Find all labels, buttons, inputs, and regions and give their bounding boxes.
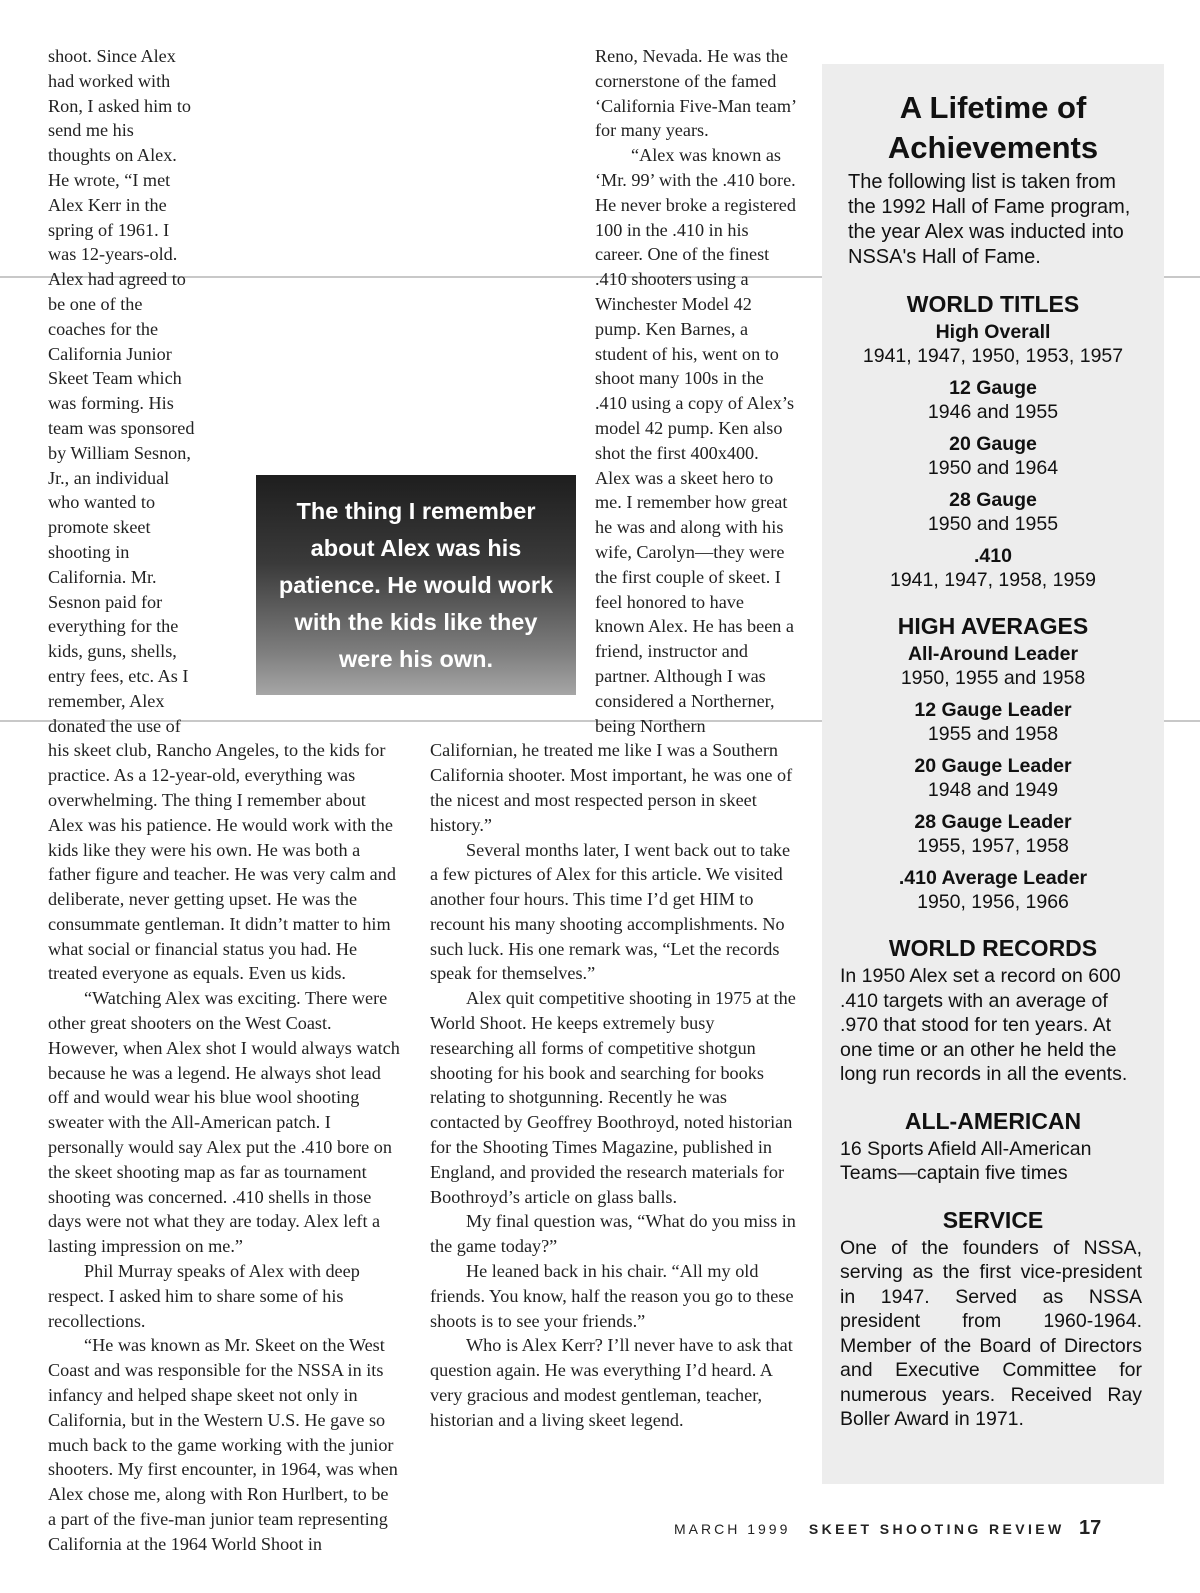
article-paragraph: Who is Alex Kerr? I’ll never have to ask that question again. He was everything I’d heard. A very gracious and modest gentleman, teacher, historian and a living skeet legend. bbox=[430, 1335, 793, 1430]
article-paragraph: “He was known as Mr. Skeet on the West Coast and was responsible for the NSSA in its infancy and helped shape skeet not only in California, but in the Western U.S. He gave so much back to the game working with the junior shooters. My first encounter, in 1964, was when Alex chose me, along with Ron Hurlbert, to be a part of the five-man junior team representing California at the 1964 World Shoot in bbox=[48, 1335, 398, 1554]
achievement-years: 1955 and 1958 bbox=[927, 723, 1059, 745]
achievement-label: 12 Gauge bbox=[949, 377, 1037, 399]
achievement-years: 1941, 1947, 1950, 1953, 1957 bbox=[862, 345, 1124, 367]
achievement-label: 28 Gauge bbox=[949, 489, 1037, 511]
achievement-years: 1955, 1957, 1958 bbox=[917, 835, 1069, 857]
achievement-years: 1950 and 1955 bbox=[927, 513, 1059, 535]
sidebar-intro: The following list is taken from the 1992 Hall of Fame program, the year Alex was inducted into NSSA's Hall of Fame. bbox=[848, 171, 1131, 268]
achievement-years: 1950, 1955 and 1958 bbox=[900, 667, 1086, 689]
magazine-name: SKEET SHOOTING REVIEW bbox=[808, 1521, 1065, 1537]
article-paragraph: Reno, Nevada. He was the cornerstone of the famed ‘California Five-Man team’ for many years. bbox=[595, 46, 796, 141]
article-paragraph: Several months later, I went back out to take a few pictures of Alex for this article. We visited another four hours. This time I’d get HIM to recount his many shooting accomplishments. No such luck. His one remark was, “Let the records speak for themselves.” bbox=[430, 839, 791, 984]
service-text: One of the founders of NSSA, serving as the first vice-president in 1947. Served as NSSA president from 1960-1964. Member of the Board of Directors and Executive Committee for numerous years. Received Ray Boller Award in 1971. bbox=[840, 1236, 1142, 1430]
world-records-heading: WORLD RECORDS bbox=[888, 935, 1098, 961]
achievement-years: 1941, 1947, 1958, 1959 bbox=[889, 569, 1097, 591]
pull-quote-text: The thing I remember about Alex was his patience. He would work with the kids like they were his own. bbox=[278, 497, 554, 672]
achievement-label: .410 bbox=[974, 545, 1012, 567]
achievement-years: 1948 and 1949 bbox=[927, 779, 1059, 801]
achievement-label: All-Around Leader bbox=[907, 643, 1079, 665]
article-paragraph: “Watching Alex was exciting. There were other great shooters on the West Coast. However, when Alex shot I would always watch because he was a legend. He always shot lead off and would wear his blue wool shooting sweater with the All-American patch. I personally would say Alex put the .410 bore on the skeet shooting map as far as tournament shooting was concerned. .410 shells in those days were not what they are today. Alex left a lasting impression on me.” bbox=[48, 988, 400, 1257]
achievement-label: .410 Average Leader bbox=[898, 867, 1088, 889]
pull-quote bbox=[256, 475, 576, 695]
article-paragraph: My final question was, “What do you miss in the game today?” bbox=[430, 1211, 796, 1257]
achievements-sidebar bbox=[822, 64, 1164, 1484]
high-averages-heading: HIGH AVERAGES bbox=[897, 613, 1089, 639]
achievement-label: 20 Gauge bbox=[949, 433, 1037, 455]
article-paragraph: He leaned back in his chair. “All my old friends. You know, half the reason you go to these shoots is to see your friends.” bbox=[430, 1261, 794, 1331]
article-column-2 bbox=[430, 44, 796, 1433]
article-paragraph: shoot. Since Alex had worked with Ron, I asked him to send me his thoughts on Alex. He wrote, “I met Alex Kerr in the spring of 1961. I was 12-years-old. Alex had agreed to be one of the coaches for the California Junior Skeet Team which was forming. His team was sponsored by William Sesnon, Jr., an individual who wanted to promote skeet shooting in California. Mr. Sesnon paid for everything for the kids, guns, shells, entry fees, etc. As I remember, Alex donated the use of his skeet club, Rancho Angeles, to the kids for practice. As a 12-year-old, everything was overwhelming. The thing I remember about Alex was his patience. He would work with the kids like they were his own. He was both a father figure and teacher. He was very calm and deliberate, never getting upset. He was the consummate gentleman. It didn’t matter to him what social or financial status you had. He treated everyone as equals. Even us kids. bbox=[48, 46, 396, 984]
page-footer bbox=[674, 1517, 1101, 1540]
world-records-text: In 1950 Alex set a record on 600 .410 targets with an average of .970 that stood for ten years. At one time or an other he held the long run records in all the events. bbox=[840, 965, 1128, 1085]
all-american-heading: ALL-AMERICAN bbox=[904, 1107, 1082, 1134]
achievement-label: 28 Gauge Leader bbox=[914, 811, 1072, 833]
world-titles-heading: WORLD TITLES bbox=[906, 291, 1080, 317]
achievement-label: 20 Gauge Leader bbox=[914, 755, 1072, 777]
achievement-label: High Overall bbox=[935, 321, 1051, 343]
sidebar-title: A Lifetime of Achievements bbox=[887, 90, 1099, 165]
article-paragraph: Alex quit competitive shooting in 1975 at the World Shoot. He keeps extremely busy researching all forms of competitive shotgun shooting for his book and searching for books relating to shotgunning. Recently he was contacted by Geoffrey Boothroyd, noted historian for the Shooting Times Magazine, published in England, and provided the research materials for Boothroyd’s article on glass balls. bbox=[430, 988, 796, 1207]
achievement-years: 1950, 1956, 1966 bbox=[917, 891, 1069, 913]
all-american-text: 16 Sports Afield All-American Teams—captain five times bbox=[840, 1137, 1092, 1184]
achievement-years: 1946 and 1955 bbox=[927, 401, 1059, 423]
article-column-1 bbox=[48, 44, 400, 1557]
article-paragraph: Phil Murray speaks of Alex with deep respect. I asked him to share some of his recollections. bbox=[48, 1261, 360, 1331]
achievement-label: 12 Gauge Leader bbox=[914, 699, 1072, 721]
achievement-years: 1950 and 1964 bbox=[927, 457, 1059, 479]
issue-date: MARCH 1999 bbox=[674, 1521, 791, 1537]
page-number: 17 bbox=[1079, 1517, 1102, 1539]
service-heading: SERVICE bbox=[942, 1206, 1044, 1233]
article-paragraph: “Alex was known as ‘Mr. 99’ with the .410 bore. He never broke a registered 100 in the .410 in his career. One of the finest .410 shooters using a Winchester Model 42 pump. Ken Barnes, a student of his, went on to shoot many 100s in the .410 using a copy of Alex’s model 42 pump. Ken also shot the first 400x400. Alex was a skeet hero to me. I remember how great he was and along with his wife, Carolyn—they were the first couple of skeet. I feel honored to have known Alex. He has been a friend, instructor and partner. Although I was considered a Northerner, being Northern Californian, he treated me like I was a Southern California shooter. Most important, he was one of the nicest and most respected person in skeet history.” bbox=[430, 145, 796, 835]
